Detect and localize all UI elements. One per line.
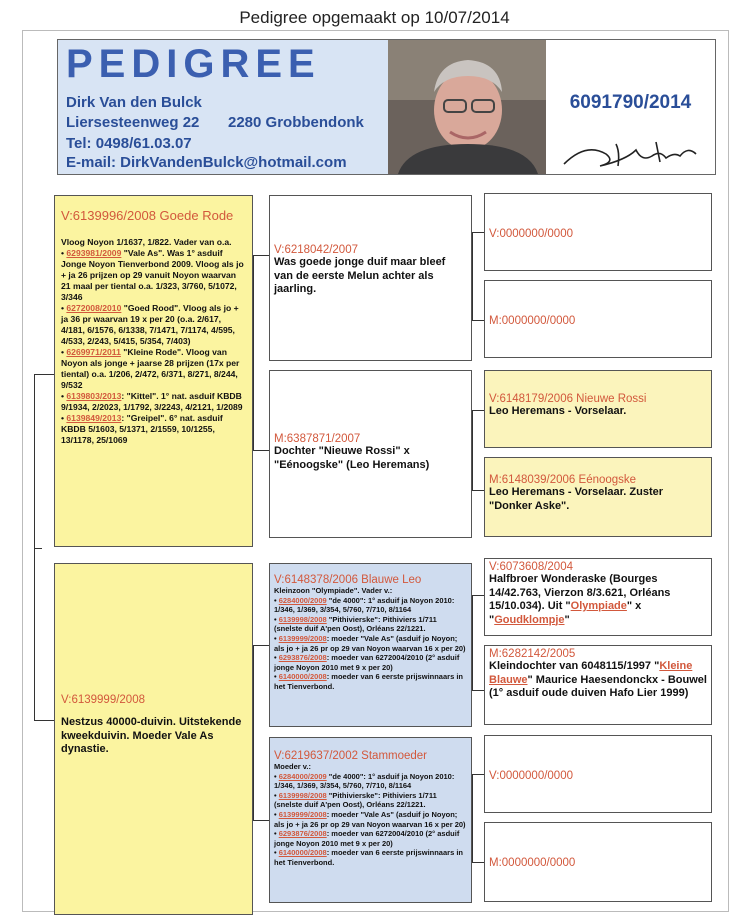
connector [472, 774, 484, 775]
list-item: • 6139998/2008 "Pithivierske": Pithiviers 1/711 (snelste duif A'pen Oost), Orléans 22/1221. [274, 614, 437, 634]
connector [253, 450, 269, 451]
gen3-ring: V:6148179/2006 Nieuwe Rossi [489, 393, 647, 405]
gen3-description: Leo Heremans - Vorselaar. Zuster "Donker Aske". [489, 486, 664, 512]
father-offspring-list [61, 248, 246, 446]
father-intro: Vloog Noyon 1/1637, 1/822. Vader van o.a. [61, 237, 232, 247]
mm-intro: Moeder v.: [274, 762, 311, 771]
owner-photo [388, 40, 546, 174]
connector [34, 548, 42, 549]
gen3-ring: V:0000000/0000 [489, 228, 573, 240]
connector [472, 232, 473, 320]
connector [472, 690, 484, 691]
fm-ring: M:6387871/2007 [274, 433, 361, 445]
gen3-ring: V:0000000/0000 [489, 770, 573, 782]
connector [472, 320, 484, 321]
connector [472, 232, 484, 233]
list-item: • 6139998/2008 "Pithivierske": Pithiviers 1/711 (snelste duif A'pen Oost), Orléans 22/1221. [274, 790, 437, 810]
gen3-box-1 [484, 193, 712, 271]
mf-intro: Kleinzoon "Olympiade". Vader v.: [274, 586, 393, 595]
list-item: • 6284000/2009 "de 4000": 1° asduif ja Noyon 2010: 1/346, 1/369, 3/354, 5/760, 7/710, 8/1164 [274, 595, 455, 615]
connector [472, 595, 484, 596]
gen3-ring: M:6282142/2005 [489, 648, 576, 660]
mother-ring: V:6139999/2008 [61, 694, 145, 706]
list-item: • 6293876/2008: moeder van 6272004/2010 (2° asduif jonge Noyon 2010 met 9 x per 20) [274, 829, 460, 848]
list-item: • 6139999/2008: moeder "Vale As" (asduif jo Noyon; als jo + ja 26 pr op 29 van Noyon waarvan 16 x per 20) [274, 809, 466, 829]
gen3-box-6 [484, 645, 712, 725]
connector [34, 720, 54, 721]
gen3-box-8 [484, 822, 712, 902]
connector [472, 410, 484, 411]
list-item: • 6140000/2008: moeder van 6 eerste prijswinnaars in het Tienverbond. [274, 848, 463, 867]
connector [34, 374, 35, 720]
gen3-description: Kleindochter van 6048115/1997 "Kleine Blauwe" Maurice Haesendonckx - Bouwel (1° asduif oude duiven Hafo Lier 1999) [489, 660, 707, 699]
father-mother-box [269, 370, 472, 538]
connector [472, 595, 473, 690]
gen3-description: Leo Heremans - Vorselaar. [489, 405, 627, 417]
mf-ring: V:6148378/2006 Blauwe Leo [274, 574, 422, 586]
connector [472, 774, 473, 862]
connector [34, 374, 54, 375]
father-box [54, 195, 253, 547]
father-father-box [269, 195, 472, 361]
connector [253, 820, 269, 821]
gen3-box-5 [484, 558, 712, 636]
mother-description: Nestzus 40000-duivin. Uitstekende kweekduivin. Moeder Vale As dynastie. [61, 716, 242, 755]
gen3-description: Halfbroer Wonderaske (Bourges 14/42.763, Vierzon 8/3.621, Orléans 15/10.034). Uit "Olympiade" x "Goudklompje" [489, 573, 671, 626]
fm-description: Dochter "Nieuwe Rossi" x "Eénoogske" (Leo Heremans) [274, 445, 430, 471]
connector [472, 490, 484, 491]
father-ring: V:6139996/2008 Goede Rode [61, 208, 234, 223]
list-item: • 6139849/2013: "Greipel". 6° nat. asduif KBDB 5/1603, 5/1371, 2/1559, 10/1255, 13/1178, 25/1069 [61, 413, 223, 445]
ff-description: Was goede jonge duif maar bleef van de eerste Melun achter als jaarling. [274, 256, 446, 295]
logo-text: PEDIGREE [66, 42, 321, 86]
owner-panel [58, 40, 388, 174]
mf-offspring-list [274, 596, 467, 692]
connector [253, 255, 254, 450]
connector [472, 862, 484, 863]
mother-father-box [269, 563, 472, 727]
list-item: • 6140000/2008: moeder van 6 eerste prijswinnaars in het Tienverbond. [274, 672, 463, 691]
list-item: • 6293981/2009 "Vale As". Was 1° asduif Jonge Noyon Tienverbond 2009. Vloog als jo + ja 26 prijzen op 29 vanuit Noyon waarvan 21 maal per tiental o.a. 1/323, 3/760, 5/1072, 3/346 [61, 248, 244, 302]
gen3-ring: V:6073608/2004 [489, 561, 573, 573]
list-item: • 6269971/2011 "Kleine Rode". Vloog van Noyon als jonge + jaarse 28 prijzen (17x per tiental) o.a. 1/206, 2/472, 6/371, 8/271, 8/244, 9/532 [61, 347, 240, 390]
connector [253, 645, 254, 820]
pigeon-ring-number: 6091790/2014 [569, 92, 692, 113]
list-item: • 6139999/2008: moeder "Vale As" (asduif jo Noyon; als jo + ja 26 pr op 29 van Noyon waarvan 16 x per 20) [274, 633, 466, 653]
gen3-box-2 [484, 280, 712, 358]
list-item: • 6139803/2013: "Kittel". 1° nat. asduif KBDB 9/1934, 2/2023, 1/1792, 3/2243, 4/2121, 1/2089 [61, 391, 243, 412]
gen3-box-3 [484, 370, 712, 448]
gen3-ring: M:0000000/0000 [489, 315, 576, 327]
address-street: Liersesteenweg 22 [66, 114, 200, 131]
gen3-ring: M:0000000/0000 [489, 857, 576, 869]
page-title: Pedigree opgemaakt op 10/07/2014 [239, 8, 510, 27]
connector [472, 410, 473, 490]
signature-image [556, 132, 706, 172]
mm-ring: V:6219637/2002 Stammoeder [274, 750, 428, 762]
email: E-mail: DirkVandenBulck@hotmail.com [66, 154, 347, 171]
mother-box [54, 563, 253, 915]
phone: Tel: 0498/61.03.07 [66, 135, 192, 152]
list-item: • 6272008/2010 "Goed Rood". Vloog als jo + ja 36 pr waarvan 19 x per 20 (o.a. 2/617, 4/181, 6/1576, 6/1338, 7/1471, 7/1174, 4/595, 4/533, 2/243, 5/415, 5/354, 7/403) [61, 303, 239, 346]
connector [253, 255, 269, 256]
pedigree-header [57, 39, 716, 175]
list-item: • 6293876/2008: moeder van 6272004/2010 (2° asduif jonge Noyon 2010 met 9 x per 20) [274, 653, 460, 672]
connector [253, 645, 269, 646]
owner-name: Dirk Van den Bulck [66, 94, 202, 111]
mm-offspring-list [274, 772, 467, 868]
mother-mother-box [269, 737, 472, 903]
gen3-box-7 [484, 735, 712, 813]
gen3-ring: M:6148039/2006 Eénoogske [489, 474, 637, 486]
ff-ring: V:6218042/2007 [274, 244, 358, 256]
list-item: • 6284000/2009 "de 4000": 1° asduif ja Noyon 2010: 1/346, 1/369, 3/354, 5/760, 7/710, 8/1164 [274, 771, 455, 791]
ring-panel [546, 40, 715, 174]
gen3-box-4 [484, 457, 712, 537]
address-city: 2280 Grobbendonk [228, 114, 364, 131]
